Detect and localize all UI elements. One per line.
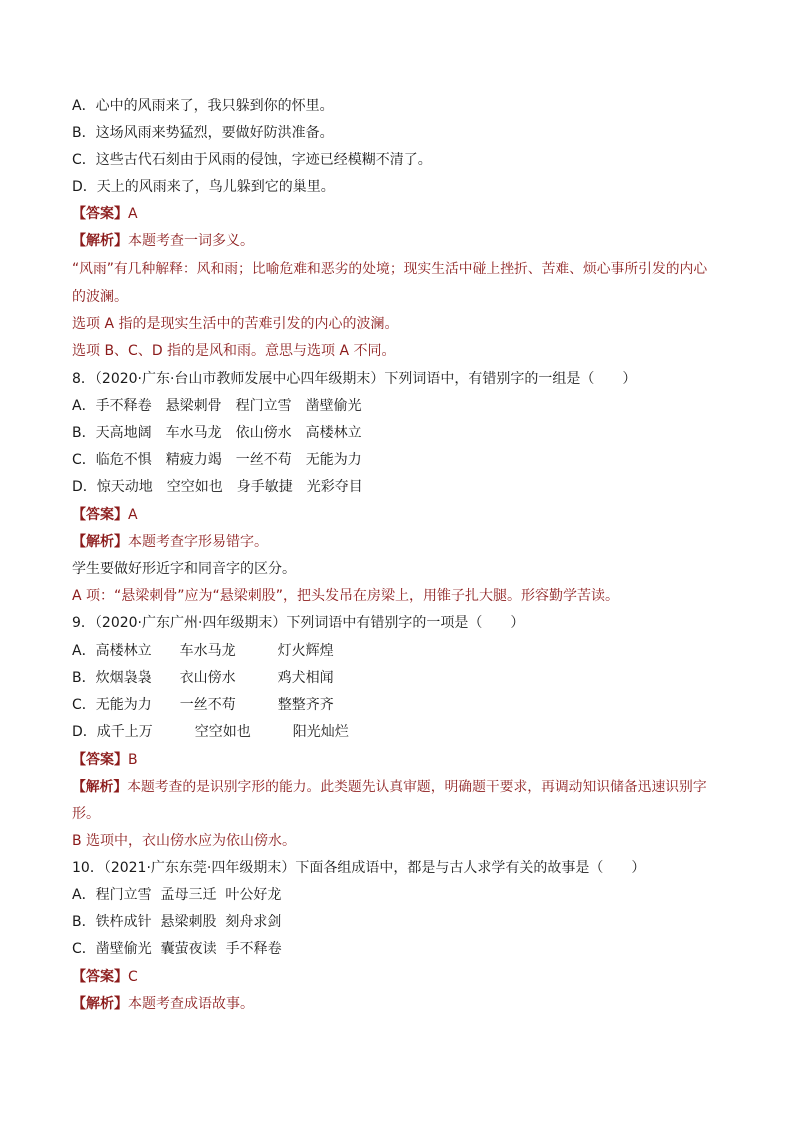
- q10-answer: C: [128, 969, 138, 985]
- q8-option-d: D．惊天动地 空空如也 身手敏捷 光彩夺目: [72, 479, 363, 495]
- q9-answer-row: [72, 750, 138, 770]
- analysis-label: 【解析】: [72, 779, 128, 795]
- q8-note: 学生要做好形近字和同音字的区分。: [72, 561, 296, 577]
- q8-stem: 8．（2020·广东·台山市教师发展中心四年级期末）下列词语中，有错别字的一组是（ ）: [72, 371, 637, 387]
- q7-option-d: D．天上的风雨来了，鸟儿躲到它的巢里。: [72, 179, 335, 195]
- analysis-label: 【解析】: [72, 996, 128, 1012]
- q7-analysis: 本题考查一词多义。: [128, 233, 254, 249]
- q8-answer: A: [128, 507, 138, 523]
- q8-analysis-row: [72, 532, 268, 552]
- q7-explain-2: 选项 A 指的是现实生活中的苦难引发的内心的波澜。: [72, 316, 399, 332]
- q9-explain: B 选项中，衣山傍水应为依山傍水。: [72, 833, 297, 849]
- analysis-label: 【解析】: [72, 233, 128, 249]
- q9-option-b: B．炊烟袅袅 衣山傍水 鸡犬相闻: [72, 670, 334, 686]
- q7-option-c: C．这些古代石刻由于风雨的侵蚀，字迹已经模糊不清了。: [72, 152, 432, 168]
- q9-analysis: 本题考查的是识别字形的能力。此类题先认真审题，明确题干要求，再调动知识储备迅速识别字: [127, 779, 707, 795]
- q9-option-d: D．成千上万 空空如也 阳光灿烂: [72, 724, 349, 740]
- q7-explain-3: 选项 B、C、D 指的是风和雨。意思与选项 A 不同。: [72, 343, 396, 359]
- q8-explain: A 项：“悬梁刺骨”应为“悬梁刺股”，把头发吊在房梁上，用锥子扎大腿。形容勤学苦读。: [72, 588, 620, 604]
- q7-analysis-row: [72, 231, 254, 251]
- answer-label: 【答案】: [72, 507, 128, 523]
- q10-analysis-row: [72, 994, 254, 1014]
- q8-option-b: B．天高地阔 车水马龙 依山傍水 高楼林立: [72, 425, 362, 441]
- q9-answer: B: [128, 752, 138, 768]
- analysis-label: 【解析】: [72, 534, 128, 550]
- q9-analysis-row: [72, 777, 707, 797]
- q9-option-a: A．高楼林立 车水马龙 灯火辉煌: [72, 643, 334, 659]
- q9-stem: 9．（2020·广东广州·四年级期末）下列词语中有错别字的一项是（ ）: [72, 615, 525, 631]
- q7-option-a: A．心中的风雨来了，我只躲到你的怀里。: [72, 98, 334, 114]
- q7-explain-1b: 的波澜。: [72, 289, 128, 305]
- q10-analysis: 本题考查成语故事。: [128, 996, 254, 1012]
- answer-label: 【答案】: [72, 206, 128, 222]
- q10-option-a: A．程门立雪 孟母三迁 叶公好龙: [72, 887, 282, 903]
- answer-label: 【答案】: [72, 969, 128, 985]
- q9-option-c: C．无能为力 一丝不苟 整整齐齐: [72, 697, 334, 713]
- q8-analysis: 本题考查字形易错字。: [128, 534, 268, 550]
- q8-option-a: A．手不释卷 悬梁刺骨 程门立雪 凿壁偷光: [72, 398, 362, 414]
- q10-answer-row: [72, 967, 138, 987]
- q10-stem: 10．（2021·广东东莞·四年级期末）下面各组成语中，都是与古人求学有关的故事是（ ）: [72, 860, 646, 876]
- q8-answer-row: [72, 505, 138, 525]
- q7-option-b: B．这场风雨来势猛烈，要做好防洪准备。: [72, 125, 334, 141]
- q7-answer-row: [72, 204, 138, 224]
- q9-analysis-cont: 形。: [72, 806, 100, 822]
- q7-explain-1: “风雨”有几种解释：风和雨；比喻危难和恶劣的处境；现实生活中碰上挫折、苦难、烦心事所引发的内心: [72, 261, 708, 277]
- q8-option-c: C．临危不惧 精疲力竭 一丝不苟 无能为力: [72, 452, 362, 468]
- answer-label: 【答案】: [72, 752, 128, 768]
- q7-answer: A: [128, 206, 138, 222]
- q10-option-b: B．铁杵成针 悬梁刺股 刻舟求剑: [72, 914, 282, 930]
- q10-option-c: C．凿壁偷光 囊萤夜读 手不释卷: [72, 941, 282, 957]
